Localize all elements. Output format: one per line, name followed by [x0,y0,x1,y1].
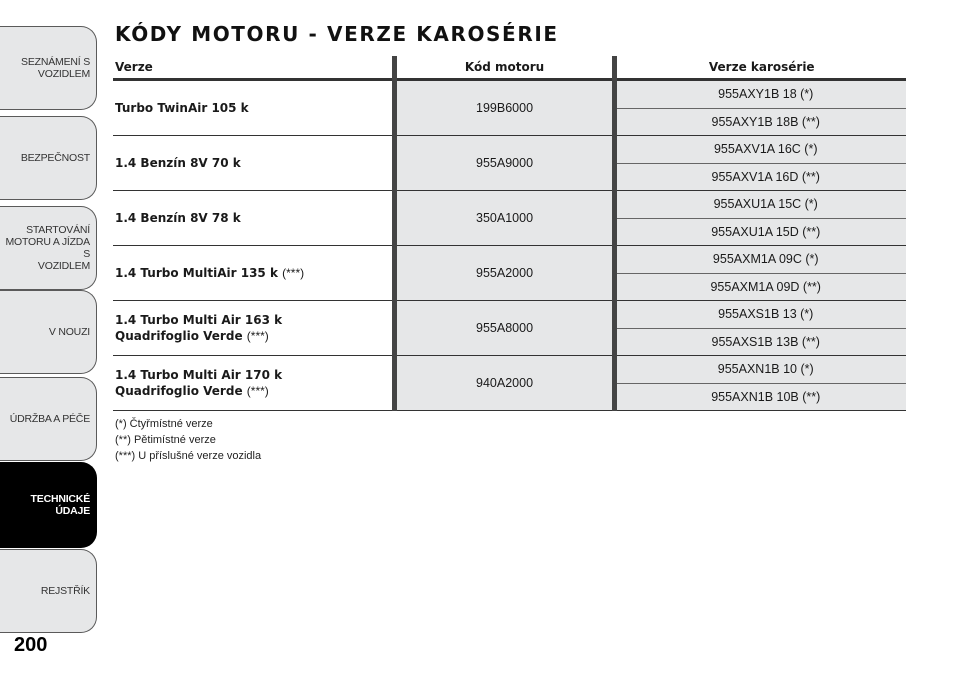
table-row [113,80,906,109]
cell-verze [113,301,394,356]
cell-verze [113,191,394,246]
tab-v-nouzi[interactable] [0,290,97,374]
footnote: (***) U příslušné verze vozidla [115,450,262,462]
table-row [113,301,906,329]
tab-label: TECHNICKÉ ÚDAJE [30,493,90,517]
cell-karoserie [615,383,906,411]
table-row [113,356,906,384]
footnote: (*) Čtyřmístné verze [115,418,213,430]
tab-rejstrik[interactable] [0,549,97,633]
cell-karoserie [615,246,906,274]
karoserie-code: 955AXS1B 13 (*) [718,307,814,322]
cell-verze [113,136,394,191]
verze-note: (***) [246,329,269,343]
cell-karoserie [615,218,906,246]
cell-karoserie [615,328,906,356]
verze-name: 1.4 Turbo Multi Air 163 k [115,313,283,327]
cell-kod-motoru: 940A2000 [394,356,615,411]
karoserie-code: 955AXV1A 16D (**) [711,169,820,184]
cell-karoserie [615,163,906,191]
tab-udrzba[interactable] [0,377,97,461]
page-number: 200 [14,634,48,656]
verze-name-line2: Quadrifoglio Verde [115,384,243,398]
verze-name-line2: Quadrifoglio Verde [115,329,243,343]
karoserie-code: 955AXY1B 18B (**) [711,114,820,129]
table-row [113,191,906,219]
tab-startovani[interactable] [0,206,97,290]
karoserie-code: 955AXV1A 16C (*) [713,142,818,157]
cell-karoserie [615,191,906,219]
karoserie-code: 955AXY1B 18 (*) [718,87,814,102]
cell-kod-motoru: 955A2000 [394,246,615,301]
cell-karoserie [615,108,906,136]
table-header-row [113,56,906,80]
verze-name: 1.4 Benzín 8V 70 k [115,156,241,170]
cell-karoserie [615,80,906,109]
cell-karoserie [615,273,906,301]
verze-name: 1.4 Benzín 8V 78 k [115,211,241,225]
cell-kod-motoru: 955A8000 [394,301,615,356]
cell-verze [113,246,394,301]
karoserie-code: 955AXU1A 15D (**) [711,224,821,239]
tab-label: BEZPEČNOST [20,152,90,164]
karoserie-code: 955AXM1A 09D (**) [710,279,821,294]
verze-name: 1.4 Turbo MultiAir 135 k [115,266,278,280]
karoserie-code: 955AXS1B 13B (**) [711,334,820,349]
table-row [113,246,906,274]
table-body [113,80,906,411]
cell-karoserie [615,136,906,164]
header-verze: Verze [113,56,394,80]
tab-bezpecnost[interactable] [0,116,97,200]
footnote: (**) Pětimístné verze [115,434,216,446]
karoserie-code: 955AXN1B 10B (**) [711,389,821,404]
tab-label: STARTOVÁNÍ MOTORU A JÍZDA S VOZIDLEM [5,224,90,272]
tab-seznameni[interactable] [0,26,97,110]
footnotes [115,416,261,464]
cell-karoserie [615,356,906,384]
karoserie-code: 955AXM1A 09C (*) [712,252,819,267]
verze-note: (***) [282,266,305,280]
table-row [113,136,906,164]
tab-label: SEZNÁMENÍ S VOZIDLEM [21,56,90,80]
engine-codes-table [113,56,906,411]
tab-label: V NOUZI [48,326,90,338]
tab-label: ÚDRŽBA A PÉČE [9,413,90,425]
cell-kod-motoru: 350A1000 [394,191,615,246]
cell-verze [113,356,394,411]
cell-kod-motoru: 955A9000 [394,136,615,191]
cell-kod-motoru: 199B6000 [394,80,615,136]
page-title: KÓDY MOTORU - VERZE KAROSÉRIE [115,22,559,46]
verze-name: Turbo TwinAir 105 k [115,101,249,115]
karoserie-code: 955AXU1A 15C (*) [713,197,818,212]
verze-note: (***) [246,384,269,398]
tab-label: REJSTŘÍK [40,585,90,597]
tab-technicke-udaje[interactable] [0,462,97,548]
cell-karoserie [615,301,906,329]
verze-name: 1.4 Turbo Multi Air 170 k [115,368,283,382]
header-verze-karoserie: Verze karosérie [615,56,906,80]
cell-verze [113,80,394,136]
karoserie-code: 955AXN1B 10 (*) [717,362,814,377]
header-kod-motoru: Kód motoru [394,56,615,80]
